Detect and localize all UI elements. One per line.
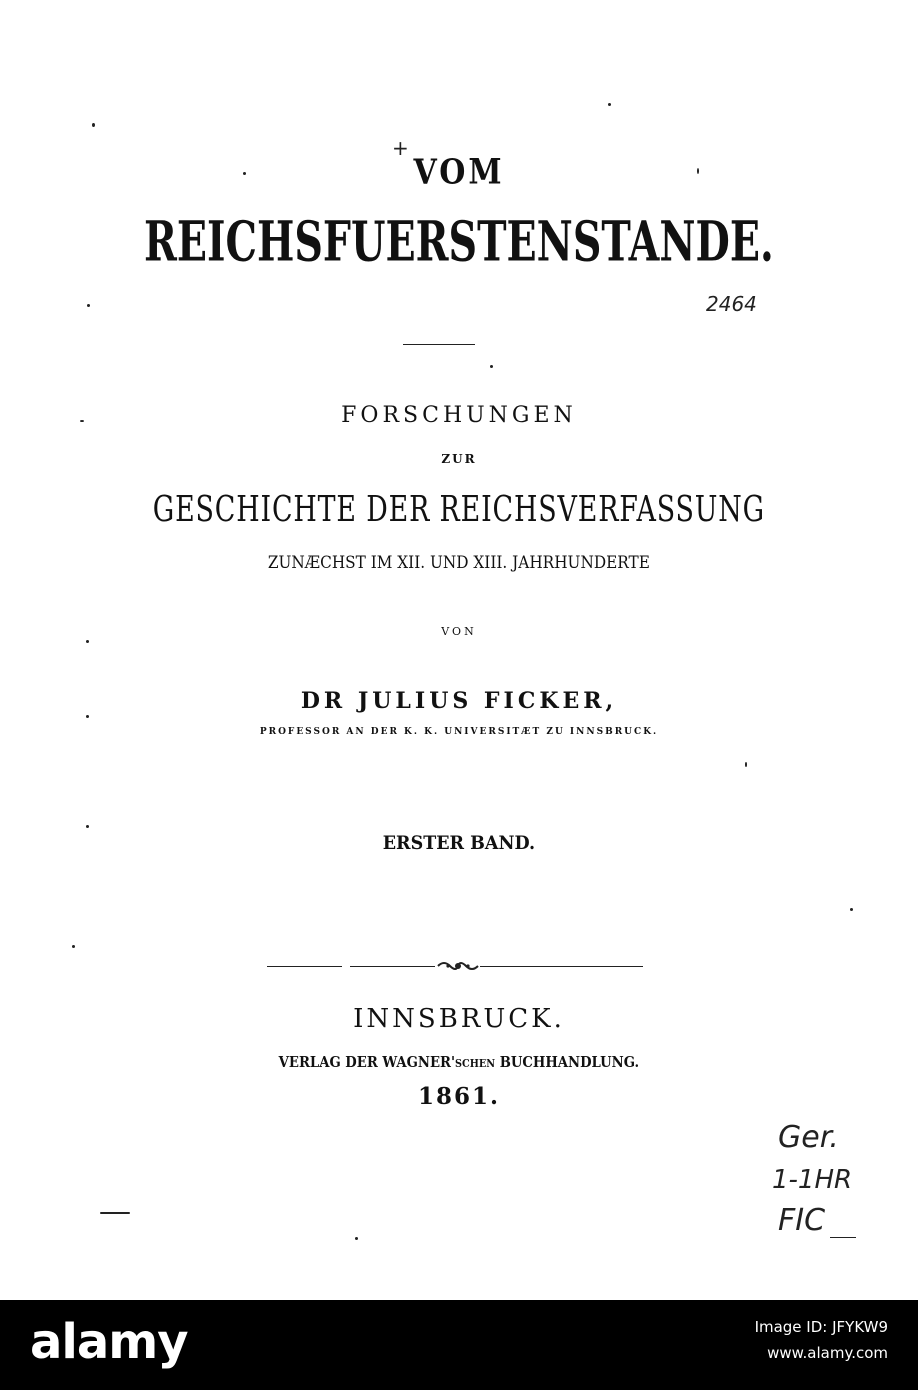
- image-id-block: [755, 1314, 888, 1366]
- catalog-mark-line3: FIC: [778, 1203, 826, 1238]
- byline-von: VON: [441, 625, 477, 638]
- catalog-mark-line1: Ger.: [778, 1120, 839, 1155]
- publication-city: INNSBRUCK.: [353, 1004, 565, 1034]
- catalog-mark-line2: 1-1HR: [772, 1165, 853, 1195]
- subtitle-forschungen: FORSCHUNGEN: [341, 403, 577, 428]
- author-name: DR JULIUS FICKER,: [300, 688, 618, 714]
- subtitle-zur: ZUR: [441, 452, 477, 466]
- alamy-logo: alamy: [30, 1314, 188, 1370]
- watermark-bar: [0, 1300, 918, 1390]
- publication-year: 1861.: [417, 1083, 501, 1110]
- subtitle-geschichte: GESCHICHTE DER REICHSVERFASSUNG: [152, 488, 765, 530]
- pencil-cross-mark: +: [392, 136, 409, 160]
- publisher: VERLAG DER WAGNER'SCHEN BUCHHANDLUNG.: [278, 1053, 640, 1071]
- subtitle-period: ZUNÆCHST IM XII. UND XIII. JAHRHUNDERTE: [267, 553, 650, 573]
- heading-vom: VOM: [413, 152, 505, 193]
- title-divider: [403, 344, 475, 345]
- site-url: www.alamy.com: [767, 1344, 888, 1362]
- catalog-mark-underline: [830, 1237, 856, 1238]
- ornament-icon: [436, 958, 480, 974]
- volume-label: ERSTER BAND.: [382, 832, 536, 854]
- author-affiliation: PROFESSOR AN DER K. K. UNIVERSITÆT ZU INNSBRUCK.: [259, 727, 659, 737]
- shelf-number: 2464: [706, 292, 757, 316]
- image-id: Image ID: JFYKW9: [754, 1318, 888, 1336]
- main-title: REICHSFUERSTENSTANDE.: [143, 209, 774, 274]
